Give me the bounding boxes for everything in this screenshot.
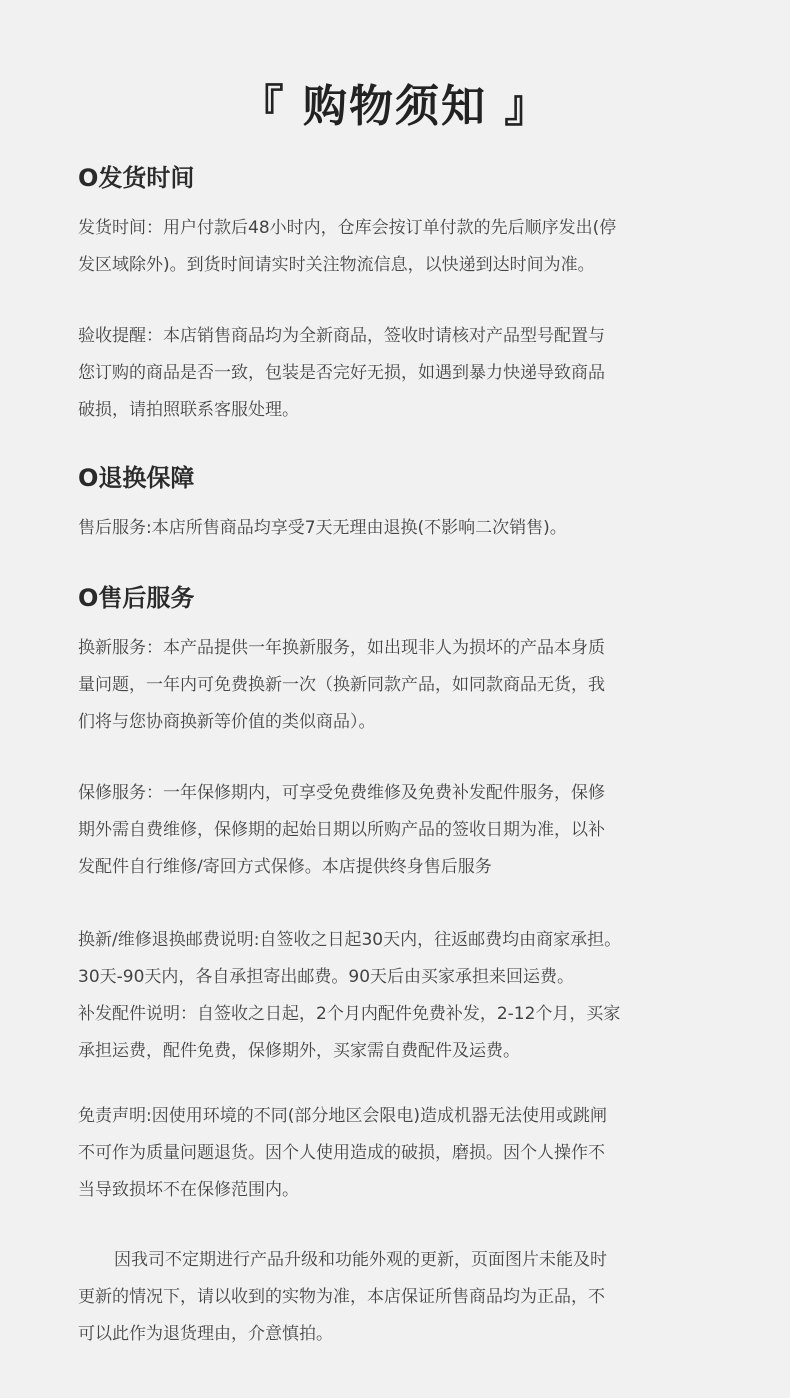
text-line: 您订购的商品是否一致，包装是否完好无损，如遇到暴力快递导致商品 (78, 363, 605, 383)
text-line: 不可作为质量问题退货。因个人使用造成的破损，磨损。因个人操作不 (78, 1143, 605, 1163)
text-line: 期外需自费维修，保修期的起始日期以所购产品的签收日期为准，以补 (78, 820, 605, 840)
text-line: 换新服务：本产品提供一年换新服务，如出现非人为损坏的产品本身质 (78, 638, 605, 658)
text-line: 更新的情况下，请以收到的实物为准，本店保证所售商品均为正品，不 (78, 1287, 605, 1307)
heading-return-guarantee: O退换保障 (78, 464, 195, 492)
paragraph-product-update-note (78, 1242, 718, 1353)
text-line: 承担运费，配件免费，保修期外，买家需自费配件及运费。 (78, 1041, 520, 1061)
paragraph-return-policy (78, 510, 718, 547)
text-line: 售后服务:本店所售商品均享受7天无理由退换(不影响二次销售)。 (78, 518, 567, 538)
text-line: 验收提醒：本店销售商品均为全新商品，签收时请核对产品型号配置与 (78, 326, 605, 346)
text-line: 补发配件说明：自签收之日起，2个月内配件免费补发，2-12个月，买家 (78, 1004, 621, 1024)
paragraph-warranty-service (78, 775, 718, 886)
text-line: 可以此作为退货理由，介意慎拍。 (78, 1324, 333, 1344)
text-line: 发配件自行维修/寄回方式保修。本店提供终身售后服务 (78, 857, 492, 877)
text-line: 量问题，一年内可免费换新一次（换新同款产品，如同款商品无货，我 (78, 675, 605, 695)
paragraph-disclaimer (78, 1098, 718, 1209)
text-line: 发区域除外)。到货时间请实时关注物流信息，以快递到达时间为准。 (78, 255, 595, 275)
heading-shipping-time: O发货时间 (78, 164, 195, 192)
text-line: 因我司不定期进行产品升级和功能外观的更新，页面图片未能及时 (114, 1250, 607, 1270)
text-line: 们将与您协商换新等价值的类似商品）。 (78, 712, 376, 732)
text-line: 当导致损坏不在保修范围内。 (78, 1180, 299, 1200)
text-line: 换新/维修退换邮费说明:自签收之日起30天内，往返邮费均由商家承担。 (78, 930, 622, 950)
text-line: 破损，请拍照联系客服处理。 (78, 400, 299, 420)
paragraph-inspection-reminder (78, 318, 718, 429)
text-line: 保修服务：一年保修期内，可享受免费维修及免费补发配件服务，保修 (78, 783, 605, 803)
paragraph-shipping-fee (78, 922, 718, 1070)
text-line: 发货时间：用户付款后48小时内，仓库会按订单付款的先后顺序发出(停 (78, 218, 617, 238)
text-line: 免责声明:因使用环境的不同(部分地区会限电)造成机器无法使用或跳闸 (78, 1106, 607, 1126)
paragraph-replacement-service (78, 630, 718, 741)
heading-after-sales: O售后服务 (78, 584, 195, 612)
text-line: 30天-90天内，各自承担寄出邮费。90天后由买家承担来回运费。 (78, 967, 575, 987)
paragraph-shipping-time (78, 210, 718, 284)
page-title: 『 购物须知 』 (239, 81, 551, 132)
